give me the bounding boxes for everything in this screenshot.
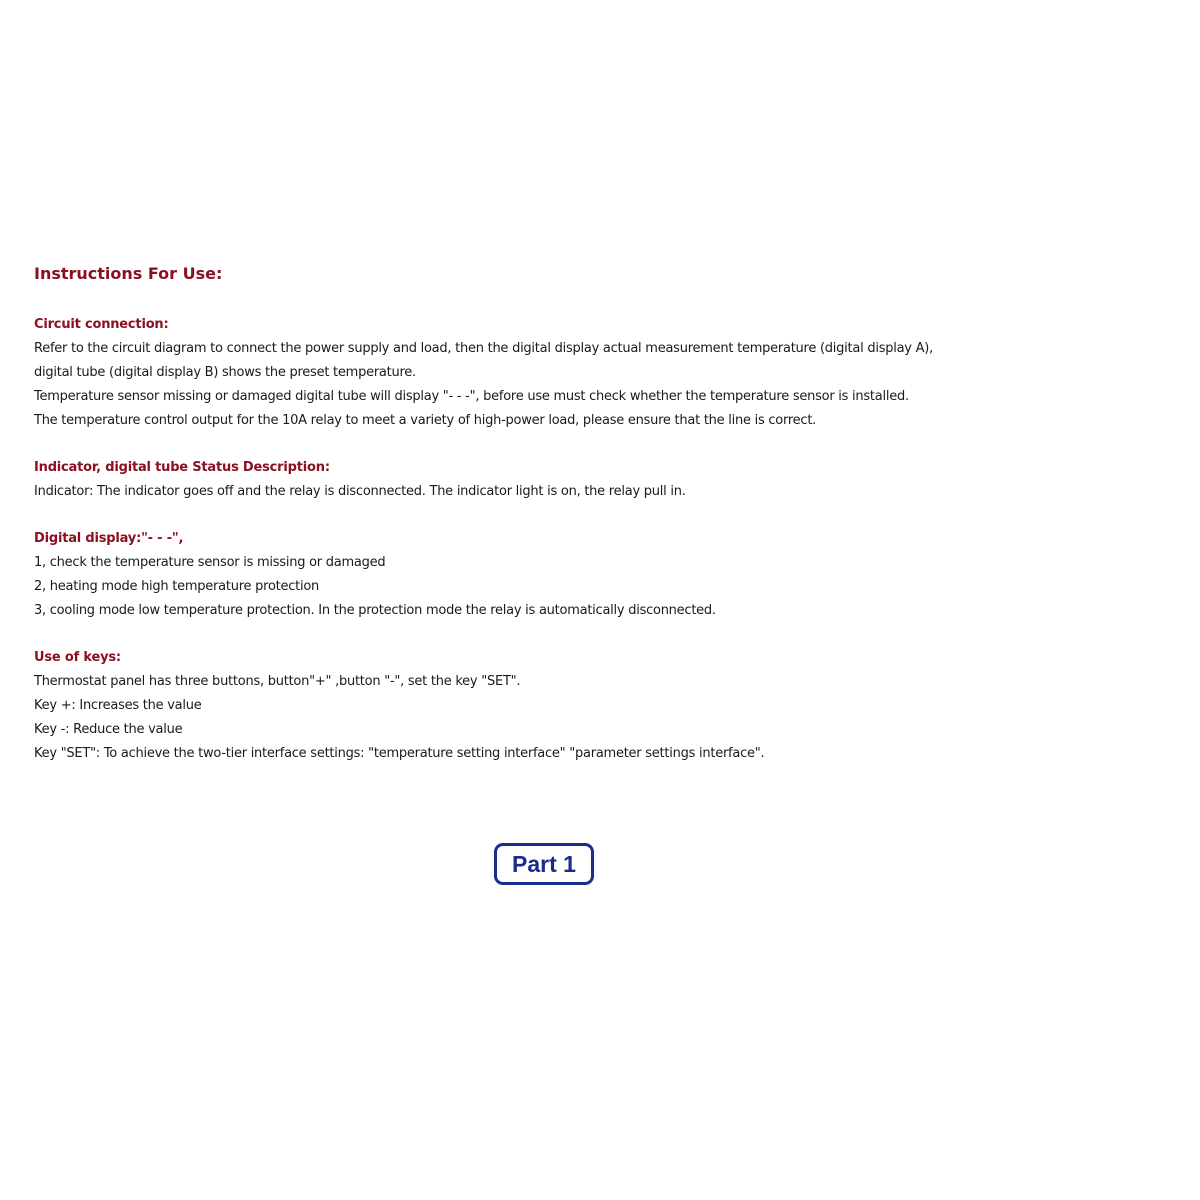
- paragraph-line: The temperature control output for the 10A relay to meet a variety of high-power load, please ensure that the line is correct.: [34, 413, 817, 428]
- paragraph-line: Indicator: The indicator goes off and the relay is disconnected. The indicator light is on, the relay pull in.: [34, 484, 686, 499]
- paragraph-line: Thermostat panel has three buttons, button"+" ,button "-", set the key "SET".: [34, 674, 521, 689]
- section-heading: Indicator, digital tube Status Description:: [34, 460, 330, 475]
- paragraph-line: Key +: Increases the value: [34, 698, 202, 713]
- section-use-of-keys: [34, 646, 1174, 766]
- section-heading: Circuit connection:: [34, 317, 169, 332]
- paragraph-line: Key "SET": To achieve the two-tier interface settings: "temperature setting interface" "parameter settings interface".: [34, 746, 765, 761]
- list-item: 1, check the temperature sensor is missing or damaged: [34, 555, 386, 570]
- part-badge: [494, 843, 594, 885]
- list-item: 3, cooling mode low temperature protection. In the protection mode the relay is automatically disconnected.: [34, 603, 716, 618]
- page-title: Instructions For Use:: [34, 264, 223, 283]
- paragraph-line: Refer to the circuit diagram to connect the power supply and load, then the digital display actual measurement temperature (digital display A),: [34, 341, 933, 356]
- section-heading: Use of keys:: [34, 650, 121, 665]
- section-circuit-connection: [34, 313, 1174, 433]
- list-item: 2, heating mode high temperature protection: [34, 579, 320, 594]
- instructions-document: [34, 262, 1174, 789]
- paragraph-line: Key -: Reduce the value: [34, 722, 183, 737]
- paragraph-line: Temperature sensor missing or damaged digital tube will display "- - -", before use must check whether the temperature sensor is installed.: [34, 389, 909, 404]
- section-heading: Digital display:"- - -",: [34, 531, 184, 546]
- part-badge-label: Part 1: [512, 850, 576, 877]
- paragraph-line: digital tube (digital display B) shows the preset temperature.: [34, 365, 416, 380]
- section-indicator-status: [34, 456, 1174, 504]
- section-digital-display: [34, 527, 1174, 623]
